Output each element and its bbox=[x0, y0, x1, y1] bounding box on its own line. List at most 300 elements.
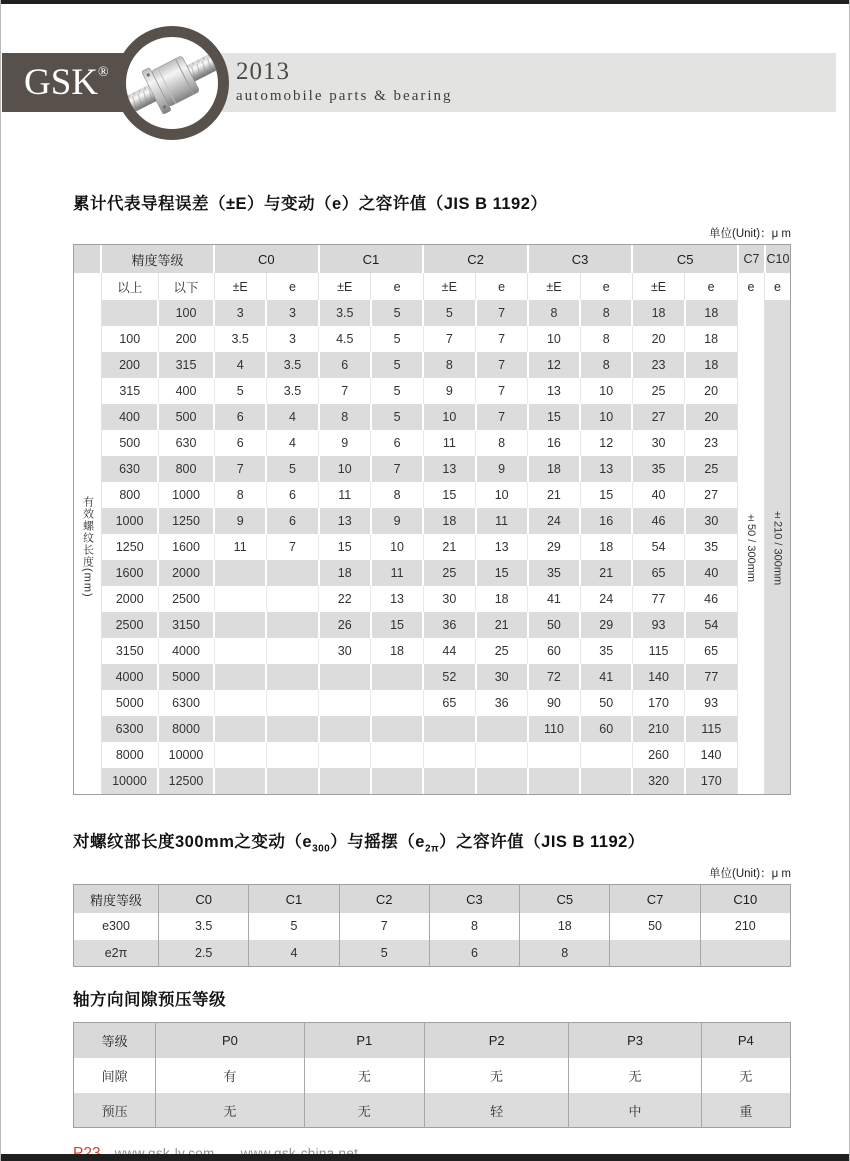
tolerance-value-cell: 10 bbox=[476, 482, 528, 508]
tolerance-value-cell: 8 bbox=[423, 352, 475, 378]
corner-spacer bbox=[74, 273, 102, 300]
tolerance-value-cell: 8 bbox=[528, 300, 580, 326]
tolerance-value-cell: 4 bbox=[266, 404, 318, 430]
section-variation bbox=[73, 828, 791, 967]
value-cell: 7 bbox=[339, 913, 429, 940]
value-cell: 有 bbox=[156, 1058, 304, 1093]
tolerance-value-cell: 29 bbox=[580, 612, 632, 638]
ballscrew-logo-badge bbox=[115, 26, 229, 140]
tolerance-value-cell bbox=[423, 768, 475, 794]
range-under-header: 以下 bbox=[158, 273, 214, 300]
tolerance-value-cell: 11 bbox=[371, 560, 423, 586]
tolerance-value-cell: 72 bbox=[528, 664, 580, 690]
grade-c10-column bbox=[764, 245, 790, 794]
tolerance-value-cell: 9 bbox=[423, 378, 475, 404]
tolerance-value-cell bbox=[266, 664, 318, 690]
value-cell: 4 bbox=[249, 940, 339, 967]
grade-header: P4 bbox=[701, 1023, 790, 1058]
tolerance-value-cell bbox=[371, 690, 423, 716]
edition-tagline: automobile parts & bearing bbox=[236, 87, 453, 104]
tolerance-value-cell: 35 bbox=[528, 560, 580, 586]
value-cell: 50 bbox=[610, 913, 700, 940]
sub-header-error: ±E bbox=[423, 273, 475, 300]
tolerance-value-cell bbox=[214, 690, 266, 716]
tolerance-value-cell: 90 bbox=[528, 690, 580, 716]
tolerance-value-cell: 23 bbox=[685, 430, 737, 456]
lead-error-table-main bbox=[102, 245, 737, 794]
sub-header-variation: e bbox=[266, 273, 318, 300]
variation-row bbox=[74, 913, 791, 940]
value-cell: 8 bbox=[520, 940, 610, 967]
value-cell: 无 bbox=[304, 1093, 424, 1128]
range-over-cell: 200 bbox=[102, 352, 158, 378]
sub-header-variation: e bbox=[764, 273, 790, 300]
tolerance-value-cell bbox=[580, 768, 632, 794]
tolerance-value-cell: 7 bbox=[476, 326, 528, 352]
tolerance-value-cell: 16 bbox=[580, 508, 632, 534]
brand-logo bbox=[24, 64, 109, 101]
section-preload-title: 轴方向间隙预压等级 bbox=[73, 991, 226, 1010]
title-subscript: 2π bbox=[424, 843, 440, 855]
range-under-cell: 1600 bbox=[158, 534, 214, 560]
range-over-cell: 400 bbox=[102, 404, 158, 430]
grade-c5-header: C5 bbox=[632, 245, 737, 273]
range-under-cell: 200 bbox=[158, 326, 214, 352]
sub-header-variation: e bbox=[580, 273, 632, 300]
tolerance-value-cell: 3.5 bbox=[214, 326, 266, 352]
accuracy-grade-header: 精度等级 bbox=[74, 885, 159, 913]
tolerance-value-cell bbox=[214, 716, 266, 742]
title-text: 对螺纹部长度300mm之变动（e bbox=[73, 833, 313, 851]
tolerance-value-cell bbox=[476, 768, 528, 794]
tolerance-value-cell: 11 bbox=[319, 482, 371, 508]
tolerance-value-cell bbox=[371, 742, 423, 768]
tolerance-value-cell: 41 bbox=[528, 586, 580, 612]
value-cell: 无 bbox=[701, 1058, 790, 1093]
tolerance-value-cell: 77 bbox=[685, 664, 737, 690]
grade-c10-header: C10 bbox=[764, 245, 790, 273]
tolerance-value-cell: 7 bbox=[476, 352, 528, 378]
tolerance-value-cell: 18 bbox=[423, 508, 475, 534]
grade-c10-span-value: ±210 / 300mm bbox=[764, 300, 790, 794]
tolerance-value-cell: 20 bbox=[685, 404, 737, 430]
range-under-cell: 315 bbox=[158, 352, 214, 378]
lead-error-row bbox=[102, 456, 737, 482]
ballscrew-icon bbox=[126, 37, 218, 129]
grade-header: C5 bbox=[520, 885, 610, 913]
tolerance-value-cell: 4 bbox=[266, 430, 318, 456]
tolerance-value-cell: 30 bbox=[476, 664, 528, 690]
tolerance-value-cell bbox=[214, 612, 266, 638]
tolerance-value-cell: 25 bbox=[476, 638, 528, 664]
tolerance-value-cell: 8 bbox=[371, 482, 423, 508]
grade-header: P1 bbox=[304, 1023, 424, 1058]
tolerance-value-cell: 15 bbox=[476, 560, 528, 586]
grade-c7-column bbox=[737, 245, 764, 794]
edition-year: 2013 bbox=[236, 58, 290, 85]
tolerance-value-cell: 7 bbox=[371, 456, 423, 482]
tolerance-value-cell: 52 bbox=[423, 664, 475, 690]
sub-header-error: ±E bbox=[214, 273, 266, 300]
range-over-cell: 800 bbox=[102, 482, 158, 508]
range-over-cell: 2500 bbox=[102, 612, 158, 638]
tolerance-value-cell: 5 bbox=[214, 378, 266, 404]
tolerance-value-cell bbox=[476, 742, 528, 768]
tolerance-value-cell: 30 bbox=[685, 508, 737, 534]
tolerance-value-cell: 23 bbox=[632, 352, 684, 378]
grade-header: C7 bbox=[610, 885, 700, 913]
range-over-cell: 100 bbox=[102, 326, 158, 352]
tolerance-value-cell: 36 bbox=[423, 612, 475, 638]
tolerance-value-cell: 46 bbox=[685, 586, 737, 612]
lead-error-row bbox=[102, 560, 737, 586]
tolerance-value-cell bbox=[423, 742, 475, 768]
tolerance-value-cell: 7 bbox=[476, 404, 528, 430]
lead-error-row bbox=[102, 768, 737, 794]
range-under-cell: 500 bbox=[158, 404, 214, 430]
value-cell: 8 bbox=[429, 913, 519, 940]
range-under-cell: 6300 bbox=[158, 690, 214, 716]
grade-header: P3 bbox=[569, 1023, 701, 1058]
tolerance-value-cell: 3 bbox=[266, 300, 318, 326]
tolerance-value-cell: 10 bbox=[580, 378, 632, 404]
tolerance-value-cell: 140 bbox=[685, 742, 737, 768]
tolerance-value-cell: 40 bbox=[632, 482, 684, 508]
top-edge-bar bbox=[1, 0, 849, 4]
tolerance-value-cell: 21 bbox=[528, 482, 580, 508]
tolerance-value-cell: 9 bbox=[476, 456, 528, 482]
tolerance-value-cell bbox=[319, 768, 371, 794]
row-label-cell: 间隙 bbox=[74, 1058, 156, 1093]
tolerance-value-cell: 11 bbox=[476, 508, 528, 534]
tolerance-value-cell: 10 bbox=[580, 404, 632, 430]
tolerance-value-cell: 15 bbox=[528, 404, 580, 430]
tolerance-value-cell: 3.5 bbox=[266, 378, 318, 404]
tolerance-value-cell bbox=[266, 586, 318, 612]
tolerance-value-cell bbox=[214, 560, 266, 586]
preload-row bbox=[74, 1093, 791, 1128]
preload-grade-header: 等级 bbox=[74, 1023, 156, 1058]
tolerance-value-cell: 4.5 bbox=[319, 326, 371, 352]
tolerance-value-cell: 93 bbox=[632, 612, 684, 638]
tolerance-value-cell: 12 bbox=[580, 430, 632, 456]
tolerance-value-cell: 4 bbox=[214, 352, 266, 378]
tolerance-value-cell: 65 bbox=[632, 560, 684, 586]
grade-header: C1 bbox=[249, 885, 339, 913]
lead-error-row bbox=[102, 482, 737, 508]
tolerance-value-cell: 13 bbox=[528, 378, 580, 404]
sub-header-variation: e bbox=[737, 273, 764, 300]
tolerance-value-cell bbox=[371, 768, 423, 794]
row-axis-label: 有效螺纹长度(mm) bbox=[74, 300, 102, 794]
tolerance-value-cell: 18 bbox=[685, 326, 737, 352]
tolerance-value-cell: 30 bbox=[319, 638, 371, 664]
tolerance-value-cell: 170 bbox=[632, 690, 684, 716]
tolerance-value-cell: 13 bbox=[476, 534, 528, 560]
tolerance-value-cell bbox=[214, 742, 266, 768]
tolerance-value-cell: 15 bbox=[371, 612, 423, 638]
grade-header: C2 bbox=[339, 885, 429, 913]
range-under-cell: 100 bbox=[158, 300, 214, 326]
tolerance-value-cell: 18 bbox=[476, 586, 528, 612]
tolerance-value-cell: 16 bbox=[528, 430, 580, 456]
tolerance-value-cell: 7 bbox=[214, 456, 266, 482]
range-under-cell: 2500 bbox=[158, 586, 214, 612]
tolerance-value-cell: 24 bbox=[528, 508, 580, 534]
tolerance-value-cell: 6 bbox=[266, 482, 318, 508]
tolerance-value-cell bbox=[371, 664, 423, 690]
value-cell: 18 bbox=[520, 913, 610, 940]
tolerance-value-cell: 12 bbox=[528, 352, 580, 378]
tolerance-value-cell: 5 bbox=[371, 326, 423, 352]
tolerance-value-cell: 60 bbox=[580, 716, 632, 742]
grade-c1-header: C1 bbox=[319, 245, 424, 273]
sub-header-error: ±E bbox=[528, 273, 580, 300]
range-over-cell bbox=[102, 300, 158, 326]
tolerance-value-cell: 27 bbox=[685, 482, 737, 508]
value-cell: 5 bbox=[249, 913, 339, 940]
tolerance-value-cell: 35 bbox=[685, 534, 737, 560]
tolerance-value-cell bbox=[266, 690, 318, 716]
value-cell bbox=[610, 940, 700, 967]
edition-block bbox=[236, 58, 453, 105]
tolerance-value-cell: 44 bbox=[423, 638, 475, 664]
tolerance-value-cell: 36 bbox=[476, 690, 528, 716]
tolerance-value-cell bbox=[371, 716, 423, 742]
tolerance-value-cell: 18 bbox=[319, 560, 371, 586]
range-over-header: 以上 bbox=[102, 273, 158, 300]
tolerance-value-cell: 110 bbox=[528, 716, 580, 742]
sub-header-row bbox=[102, 273, 737, 300]
tolerance-value-cell: 65 bbox=[685, 638, 737, 664]
tolerance-value-cell: 30 bbox=[423, 586, 475, 612]
preload-row bbox=[74, 1058, 791, 1093]
grade-header: P2 bbox=[424, 1023, 568, 1058]
range-over-cell: 2000 bbox=[102, 586, 158, 612]
tolerance-value-cell: 18 bbox=[580, 534, 632, 560]
tolerance-value-cell bbox=[266, 560, 318, 586]
thread-length-column bbox=[74, 245, 102, 794]
grade-header: C3 bbox=[429, 885, 519, 913]
row-label-cell: e300 bbox=[74, 913, 159, 940]
tolerance-value-cell bbox=[319, 716, 371, 742]
section-preload bbox=[73, 986, 791, 1128]
tolerance-value-cell: 3.5 bbox=[319, 300, 371, 326]
value-cell: 2.5 bbox=[159, 940, 249, 967]
lead-error-row bbox=[102, 742, 737, 768]
tolerance-value-cell: 46 bbox=[632, 508, 684, 534]
tolerance-value-cell: 25 bbox=[632, 378, 684, 404]
tolerance-value-cell: 13 bbox=[423, 456, 475, 482]
grade-c3-header: C3 bbox=[528, 245, 633, 273]
value-cell: 无 bbox=[569, 1058, 701, 1093]
brand-text: GSK bbox=[24, 62, 99, 103]
tolerance-value-cell: 7 bbox=[476, 378, 528, 404]
lead-error-row bbox=[102, 300, 737, 326]
lead-error-row bbox=[102, 326, 737, 352]
tolerance-value-cell: 20 bbox=[632, 326, 684, 352]
unit-label: 单位(Unit)：μ m bbox=[708, 228, 791, 240]
page-content bbox=[73, 190, 791, 1161]
tolerance-value-cell: 6 bbox=[371, 430, 423, 456]
range-under-cell: 1250 bbox=[158, 508, 214, 534]
corner-spacer bbox=[74, 245, 102, 273]
tolerance-value-cell: 11 bbox=[423, 430, 475, 456]
range-over-cell: 1250 bbox=[102, 534, 158, 560]
tolerance-value-cell: 15 bbox=[319, 534, 371, 560]
tolerance-value-cell: 10 bbox=[528, 326, 580, 352]
sub-header-variation: e bbox=[371, 273, 423, 300]
preload-table-body bbox=[74, 1058, 791, 1128]
row-label-cell: 预压 bbox=[74, 1093, 156, 1128]
grade-c0-header: C0 bbox=[214, 245, 319, 273]
range-under-cell: 1000 bbox=[158, 482, 214, 508]
tolerance-value-cell: 21 bbox=[580, 560, 632, 586]
section-lead-error bbox=[73, 190, 791, 795]
tolerance-value-cell: 25 bbox=[423, 560, 475, 586]
tolerance-value-cell: 29 bbox=[528, 534, 580, 560]
range-over-cell: 4000 bbox=[102, 664, 158, 690]
tolerance-value-cell: 140 bbox=[632, 664, 684, 690]
header-band-light bbox=[123, 53, 836, 112]
range-under-cell: 10000 bbox=[158, 742, 214, 768]
tolerance-value-cell: 3 bbox=[266, 326, 318, 352]
tolerance-value-cell: 41 bbox=[580, 664, 632, 690]
tolerance-value-cell: 15 bbox=[580, 482, 632, 508]
registered-mark: ® bbox=[98, 65, 109, 80]
range-over-cell: 10000 bbox=[102, 768, 158, 794]
tolerance-value-cell: 21 bbox=[476, 612, 528, 638]
tolerance-value-cell: 5 bbox=[371, 378, 423, 404]
tolerance-value-cell: 18 bbox=[685, 300, 737, 326]
tolerance-value-cell: 7 bbox=[476, 300, 528, 326]
value-cell: 5 bbox=[339, 940, 429, 967]
tolerance-value-cell: 320 bbox=[632, 768, 684, 794]
range-under-cell: 800 bbox=[158, 456, 214, 482]
range-under-cell: 8000 bbox=[158, 716, 214, 742]
section-lead-error-title: 累计代表导程误差（±E）与变动（e）之容许值（JIS B 1192） bbox=[73, 195, 548, 213]
tolerance-value-cell: 9 bbox=[371, 508, 423, 534]
variation-table bbox=[73, 884, 791, 967]
tolerance-value-cell: 8 bbox=[580, 352, 632, 378]
lead-error-row bbox=[102, 378, 737, 404]
tolerance-value-cell: 5 bbox=[371, 300, 423, 326]
bottom-edge-bar bbox=[1, 1154, 849, 1161]
value-cell: 3.5 bbox=[159, 913, 249, 940]
lead-error-row bbox=[102, 534, 737, 560]
tolerance-value-cell: 5 bbox=[371, 404, 423, 430]
tolerance-value-cell bbox=[423, 716, 475, 742]
sub-header-variation: e bbox=[476, 273, 528, 300]
lead-error-row bbox=[102, 508, 737, 534]
range-over-cell: 315 bbox=[102, 378, 158, 404]
tolerance-value-cell bbox=[266, 612, 318, 638]
tolerance-value-cell: 8 bbox=[476, 430, 528, 456]
tolerance-value-cell bbox=[214, 768, 266, 794]
lead-error-row bbox=[102, 404, 737, 430]
tolerance-value-cell bbox=[266, 638, 318, 664]
tolerance-value-cell: 13 bbox=[319, 508, 371, 534]
tolerance-value-cell: 7 bbox=[319, 378, 371, 404]
tolerance-value-cell bbox=[319, 690, 371, 716]
range-under-cell: 12500 bbox=[158, 768, 214, 794]
grade-c2-header: C2 bbox=[423, 245, 528, 273]
lead-error-table bbox=[73, 244, 791, 795]
range-over-cell: 8000 bbox=[102, 742, 158, 768]
tolerance-value-cell bbox=[214, 586, 266, 612]
grade-header-row bbox=[74, 1023, 791, 1058]
value-cell: 中 bbox=[569, 1093, 701, 1128]
grade-header: C10 bbox=[700, 885, 790, 913]
value-cell: 轻 bbox=[424, 1093, 568, 1128]
tolerance-value-cell bbox=[476, 716, 528, 742]
tolerance-value-cell bbox=[266, 716, 318, 742]
tolerance-value-cell: 13 bbox=[371, 586, 423, 612]
tolerance-value-cell: 9 bbox=[319, 430, 371, 456]
unit-label: 单位(Unit)：μ m bbox=[708, 868, 791, 881]
sub-header-error: ±E bbox=[319, 273, 371, 300]
tolerance-value-cell: 6 bbox=[266, 508, 318, 534]
tolerance-value-cell: 8 bbox=[580, 326, 632, 352]
tolerance-value-cell bbox=[266, 742, 318, 768]
tolerance-value-cell: 54 bbox=[685, 612, 737, 638]
header-band-dark bbox=[2, 53, 130, 112]
tolerance-value-cell: 27 bbox=[632, 404, 684, 430]
tolerance-value-cell: 50 bbox=[580, 690, 632, 716]
tolerance-value-cell: 3.5 bbox=[266, 352, 318, 378]
tolerance-value-cell bbox=[266, 768, 318, 794]
range-over-cell: 3150 bbox=[102, 638, 158, 664]
tolerance-value-cell: 24 bbox=[580, 586, 632, 612]
range-over-cell: 6300 bbox=[102, 716, 158, 742]
range-under-cell: 630 bbox=[158, 430, 214, 456]
lead-error-table-body bbox=[102, 300, 737, 794]
lead-error-row bbox=[102, 664, 737, 690]
tolerance-value-cell: 6 bbox=[319, 352, 371, 378]
lead-error-row bbox=[102, 430, 737, 456]
lead-error-row bbox=[102, 716, 737, 742]
tolerance-value-cell: 10 bbox=[371, 534, 423, 560]
tolerance-value-cell: 9 bbox=[214, 508, 266, 534]
tolerance-value-cell: 115 bbox=[685, 716, 737, 742]
tolerance-value-cell bbox=[528, 768, 580, 794]
tolerance-value-cell: 11 bbox=[214, 534, 266, 560]
title-text: ）与摇摆（e bbox=[330, 833, 425, 851]
grade-header: P0 bbox=[156, 1023, 304, 1058]
tolerance-value-cell: 20 bbox=[685, 378, 737, 404]
tolerance-value-cell: 115 bbox=[632, 638, 684, 664]
tolerance-value-cell bbox=[580, 742, 632, 768]
tolerance-value-cell: 6 bbox=[214, 404, 266, 430]
tolerance-value-cell: 15 bbox=[423, 482, 475, 508]
value-cell: 无 bbox=[304, 1058, 424, 1093]
grade-c7-header: C7 bbox=[737, 245, 764, 273]
range-over-cell: 1600 bbox=[102, 560, 158, 586]
tolerance-value-cell: 10 bbox=[423, 404, 475, 430]
lead-error-row bbox=[102, 352, 737, 378]
sub-header-variation: e bbox=[685, 273, 737, 300]
tolerance-value-cell: 21 bbox=[423, 534, 475, 560]
grade-c7-span-value: ±50 / 300mm bbox=[737, 300, 764, 794]
accuracy-grade-header: 精度等级 bbox=[102, 245, 214, 273]
range-under-cell: 2000 bbox=[158, 560, 214, 586]
tolerance-value-cell: 7 bbox=[266, 534, 318, 560]
tolerance-value-cell: 7 bbox=[423, 326, 475, 352]
tolerance-value-cell: 50 bbox=[528, 612, 580, 638]
lead-error-row bbox=[102, 612, 737, 638]
tolerance-value-cell: 13 bbox=[580, 456, 632, 482]
value-cell bbox=[700, 940, 790, 967]
